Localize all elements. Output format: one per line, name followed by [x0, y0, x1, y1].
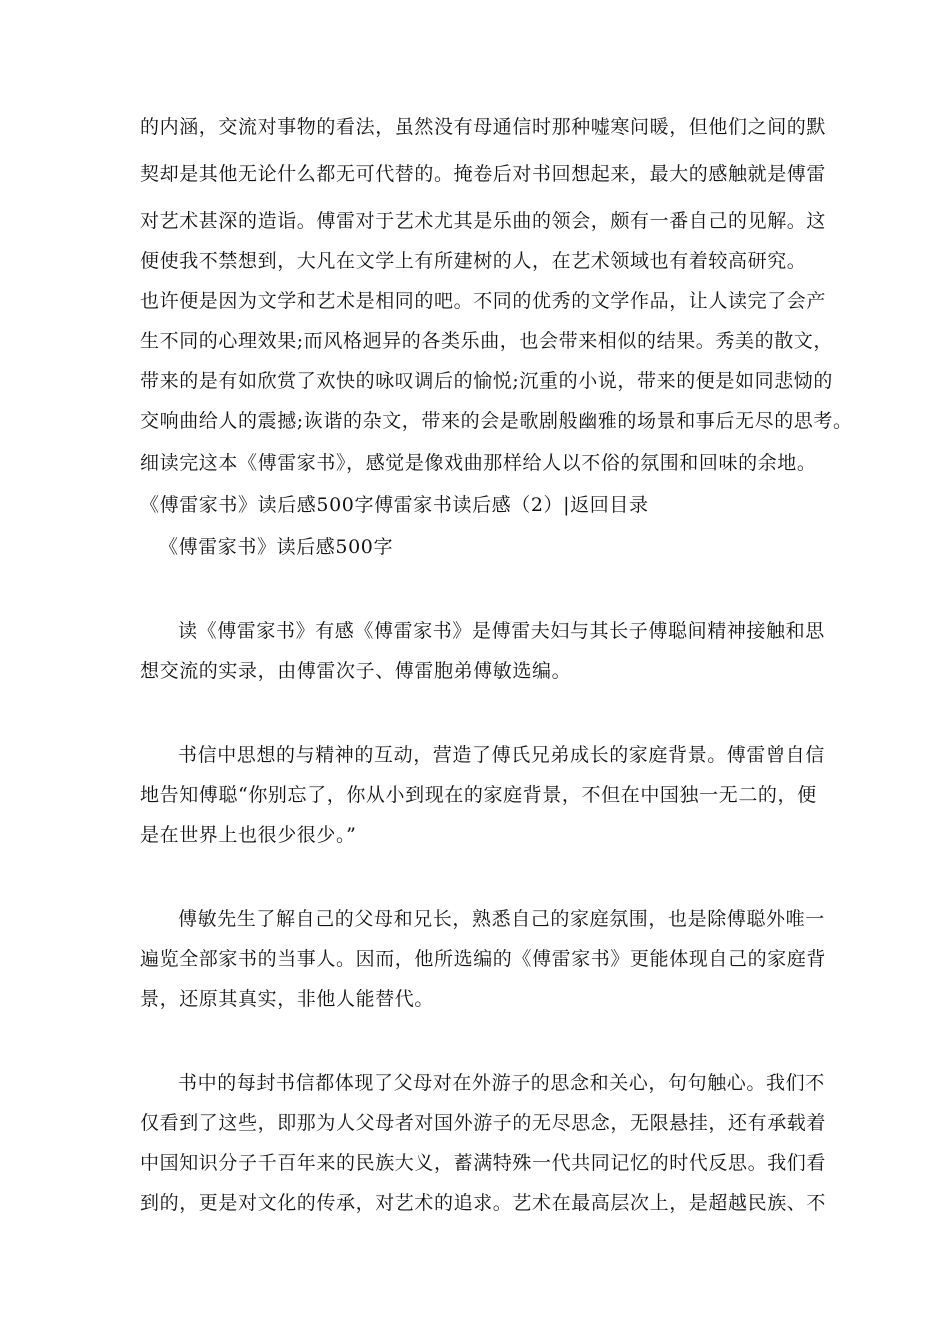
paragraph-line: 中国知识分子千百年来的民族大义，蓄满特殊一代共同记忆的时代反思。我们看 — [140, 1152, 827, 1174]
paragraph-line: 细读完这本《傅雷家书》，感觉是像戏曲那样给人以不俗的氛围和回味的余地。 — [140, 452, 817, 474]
paragraph-line: 仅看到了这些，即那为人父母者对国外游子的无尽思念，无限悬挂，还有承载着 — [140, 1112, 827, 1134]
paragraph-line: 傅敏先生了解自己的父母和兄长，熟悉自己的家庭氛围，也是除傅聪外唯一 — [178, 908, 825, 930]
paragraph-line: 带来的是有如欣赏了欢快的咏叹调后的愉悦;沉重的小说，带来的便是如同悲恸的 — [140, 370, 834, 392]
paragraph-line: 生不同的心理效果;而风格迥异的各类乐曲，也会带来相似的结果。秀美的散文， — [140, 330, 834, 352]
paragraph-line: 读《傅雷家书》有感《傅雷家书》是傅雷夫妇与其长子傅聪间精神接触和思 — [178, 620, 825, 642]
paragraph-line: 书信中思想的与精神的互动，营造了傅氏兄弟成长的家庭背景。傅雷曾自信 — [178, 744, 825, 766]
paragraph-line: 地告知傅聪“你别忘了，你从小到现在的家庭背景，不但在中国独一无二的，便 — [140, 784, 817, 806]
paragraph-line: 景，还原其真实，非他人能替代。 — [140, 988, 435, 1010]
paragraph-line: 契却是其他无论什么都无可代替的。掩卷后对书回想起来，最大的感触就是傅雷 — [140, 163, 827, 185]
paragraph-line: 是在世界上也很少很少。” — [140, 824, 357, 846]
paragraph-line: 书中的每封书信都体现了父母对在外游子的思念和关心，句句触心。我们不 — [178, 1072, 825, 1094]
paragraph-line: 对艺术甚深的造诣。傅雷对于艺术尤其是乐曲的领会，颇有一番自己的见解。这 — [140, 210, 827, 232]
paragraph-line: 交响曲给人的震撼;诙谐的杂文，带来的会是歌剧般幽雅的场景和事后无尽的思考。 — [140, 410, 853, 432]
paragraph-line: 到的，更是对文化的传承，对艺术的追求。艺术在最高层次上，是超越民族、不 — [140, 1192, 827, 1214]
section-heading: 《傅雷家书》读后感500字 — [159, 536, 394, 558]
paragraph-line: 便使我不禁想到，大凡在文学上有所建树的人，在艺术领域也有着较高研究。 — [140, 250, 807, 272]
paragraph-line: 遍览全部家书的当事人。因而，他所选编的《傅雷家书》更能体现自己的家庭背 — [140, 948, 827, 970]
paragraph-line: 的内涵，交流对事物的看法，虽然没有母通信时那种嘘寒问暖，但他们之间的默 — [140, 116, 827, 138]
paragraph-line: 也许便是因为文学和艺术是相同的吧。不同的优秀的文学作品，让人读完了会产 — [140, 290, 827, 312]
paragraph-line: 想交流的实录，由傅雷次子、傅雷胞弟傅敏选编。 — [140, 660, 572, 682]
return-to-toc-link[interactable]: 《傅雷家书》读后感500字傅雷家书读后感（2）|返回目录 — [140, 494, 649, 516]
